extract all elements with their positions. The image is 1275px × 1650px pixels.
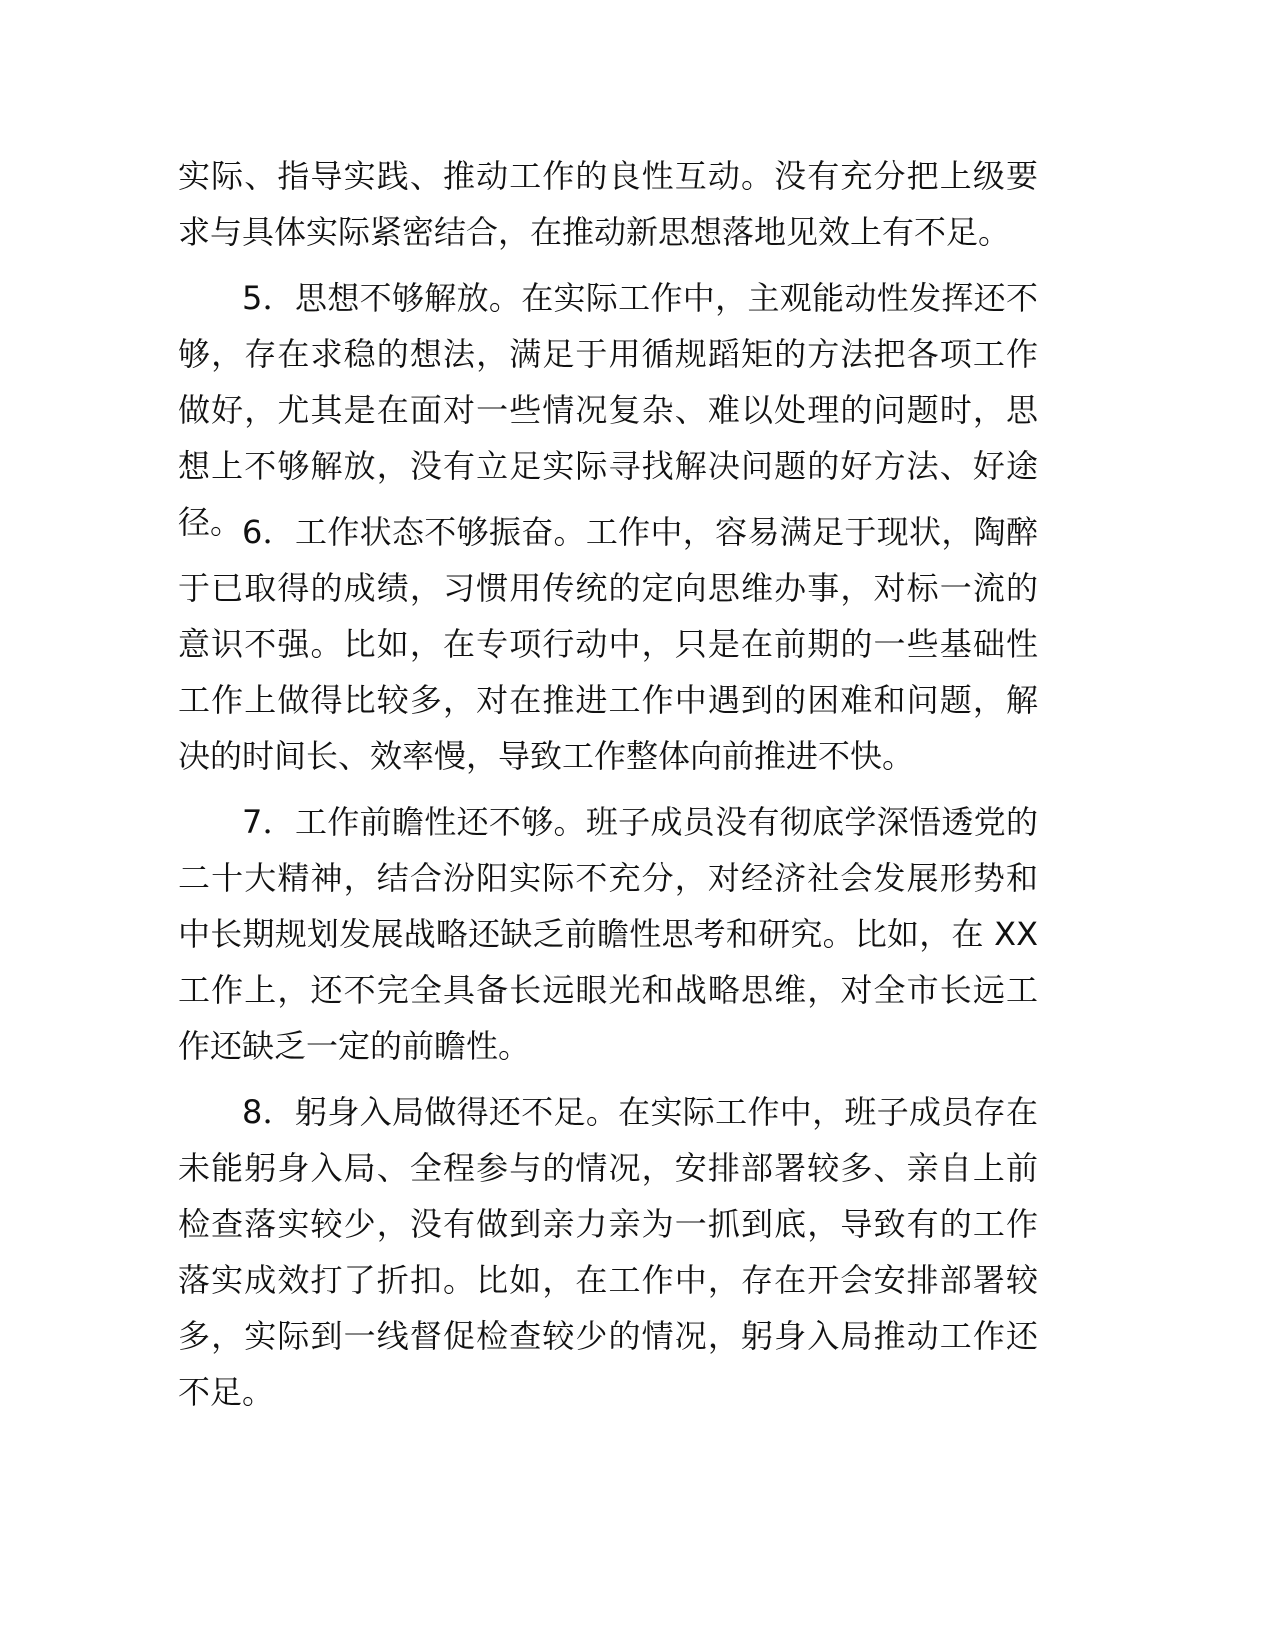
- paragraph-text: 5．思想不够解放。在实际工作中，主观能动性发挥还不够，存在求稳的想法，满足于用循规蹈矩的方法把各项工作做好，尤其是在面对一些情况复杂、难以处理的问题时，思想上不够解放，没有立足实际寻找解决问题的好方法、好途径。: [178, 279, 1038, 541]
- paragraph-item-8: [178, 1084, 1038, 1420]
- paragraph-item-7: [178, 794, 1038, 1074]
- paragraph-text: 7．工作前瞻性还不够。班子成员没有彻底学深悟透党的二十大精神，结合汾阳实际不充分，对经济社会发展形势和中长期规划发展战略还缺乏前瞻性思考和研究。比如，在 XX 工作上，还不完全具备长远眼光和战略思维，对全市长远工作还缺乏一定的前瞻性。: [178, 803, 1038, 1065]
- paragraph-text: 8．躬身入局做得还不足。在实际工作中，班子成员存在未能躬身入局、全程参与的情况，安排部署较多、亲自上前检查落实较少，没有做到亲力亲为一抓到底，导致有的工作落实成效打了折扣。比如，在工作中，存在开会安排部署较多，实际到一线督促检查较少的情况，躬身入局推动工作还不足。: [178, 1093, 1038, 1411]
- paragraph-text: 实际、指导实践、推动工作的良性互动。没有充分把上级要求与具体实际紧密结合，在推动新思想落地见效上有不足。: [178, 157, 1038, 251]
- paragraph-item-6: [178, 504, 1038, 784]
- paragraph-text: 6．工作状态不够振奋。工作中，容易满足于现状，陶醉于已取得的成绩，习惯用传统的定向思维办事，对标一流的意识不强。比如，在专项行动中，只是在前期的一些基础性工作上做得比较多，对在推进工作中遇到的困难和问题，解决的时间长、效率慢，导致工作整体向前推进不快。: [178, 513, 1038, 775]
- paragraph-continuation: [178, 148, 1038, 260]
